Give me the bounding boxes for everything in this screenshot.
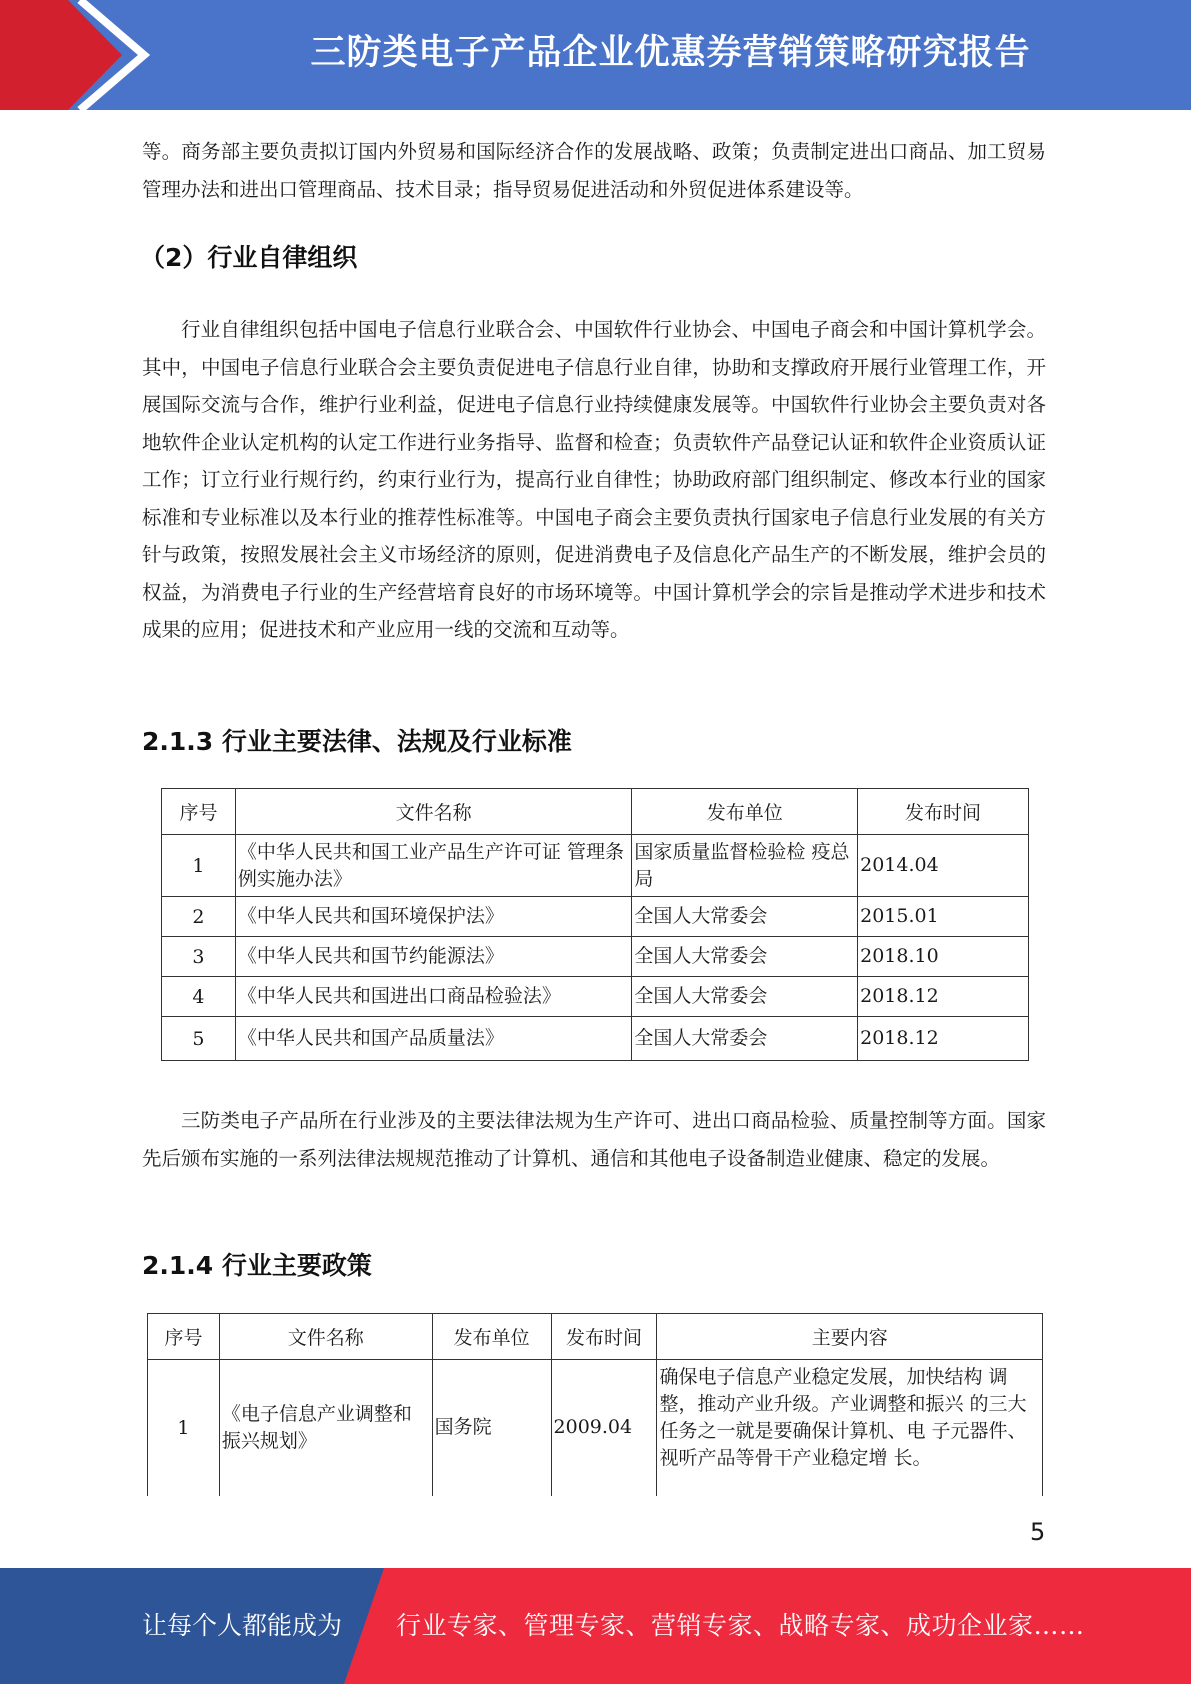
footer-slogan-right: 行业专家、管理专家、营销专家、战略专家、成功企业家…… [396, 1611, 1085, 1640]
cell-index: 1 [148, 1360, 220, 1496]
col-header-doc-name: 文件名称 [219, 1314, 432, 1360]
cell-index: 5 [162, 1017, 236, 1061]
col-header-index: 序号 [162, 789, 236, 835]
cell-doc-name: 《中华人民共和国进出口商品检验法》 [235, 977, 631, 1017]
cell-date: 2015.01 [858, 897, 1029, 937]
col-header-main-content: 主要内容 [657, 1314, 1043, 1360]
report-title: 三防类电子产品企业优惠券营销策略研究报告 [310, 33, 1031, 73]
col-header-index: 序号 [148, 1314, 220, 1360]
cell-doc-name: 《中华人民共和国环境保护法》 [235, 897, 631, 937]
cell-doc-name: 《中华人民共和国产品质量法》 [235, 1017, 631, 1061]
table-row [162, 977, 1029, 1017]
policies-table [147, 1313, 1043, 1496]
page-header [0, 0, 1191, 110]
cell-date: 2018.10 [858, 937, 1029, 977]
table-row [162, 897, 1029, 937]
cell-date: 2018.12 [858, 1017, 1029, 1061]
cell-date: 2009.04 [551, 1360, 657, 1496]
cell-index: 1 [162, 835, 236, 897]
table-row [162, 1017, 1029, 1061]
table-header-row [162, 789, 1029, 835]
heading-laws-standards: 2.1.3 行业主要法律、法规及行业标准 [142, 727, 572, 756]
cell-date: 2018.12 [858, 977, 1029, 1017]
cell-index: 3 [162, 937, 236, 977]
page-footer [0, 1568, 1191, 1684]
cell-doc-name: 《电子信息产业调整和振兴规划》 [219, 1360, 432, 1496]
cell-issuer: 全国人大常委会 [632, 1017, 858, 1061]
cell-issuer: 全国人大常委会 [632, 897, 858, 937]
table-row [162, 835, 1029, 897]
col-header-date: 发布时间 [551, 1314, 657, 1360]
page-number: 5 [1030, 1518, 1046, 1546]
col-header-doc-name: 文件名称 [235, 789, 631, 835]
cell-main-content: 确保电子信息产业稳定发展，加快结构 调整，推动产业升级。产业调整和振兴 的三大任务之一就是要确保计算机、电 子元器件、视听产品等骨干产业稳定增 长。 [657, 1360, 1043, 1496]
cell-doc-name: 《中华人民共和国节约能源法》 [235, 937, 631, 977]
cell-index: 2 [162, 897, 236, 937]
cell-doc-name: 《中华人民共和国工业产品生产许可证 管理条例实施办法》 [235, 835, 631, 897]
cell-issuer: 国务院 [432, 1360, 551, 1496]
col-header-date: 发布时间 [858, 789, 1029, 835]
col-header-issuer: 发布单位 [632, 789, 858, 835]
paragraph-commerce-ministry: 等。商务部主要负责拟订国内外贸易和国际经济合作的发展战略、政策；负责制定进出口商品、加工贸易管理办法和进出口管理商品、技术目录；指导贸易促进活动和外贸促进体系建设等。 [142, 140, 1046, 201]
cell-index: 4 [162, 977, 236, 1017]
cell-issuer: 全国人大常委会 [632, 937, 858, 977]
cell-issuer: 国家质量监督检验检 疫总局 [632, 835, 858, 897]
paragraph-self-regulatory-orgs: 行业自律组织包括中国电子信息行业联合会、中国软件行业协会、中国电子商会和中国计算机学会。其中，中国电子信息行业联合会主要负责促进电子信息行业自律，协助和支撑政府开展行业管理工作，开展国际交流与合作，维护行业利益，促进电子信息行业持续健康发展等。中国软件行业协会主要负责对各地软件企业认定机构的认定工作进行业务指导、监督和检查；负责软件产品登记认证和软件企业资质认证工作；订立行业行规行约，约束行业行为，提高行业自律性；协助政府部门组织制定、修改本行业的国家标准和专业标准以及本行业的推荐性标准等。中国电子商会主要负责执行国家电子信息行业发展的有关方针与政策，按照发展社会主义市场经济的原则，促进消费电子及信息化产品生产的不断发展，维护会员的权益，为消费电子行业的生产经营培育良好的市场环境等。中国计算机学会的宗旨是推动学术进步和技术成果的应用；促进技术和产业应用一线的交流和互动等。 [142, 318, 1046, 641]
table-row [162, 937, 1029, 977]
table-row [148, 1360, 1043, 1496]
footer-slogan-left: 让每个人都能成为 [142, 1611, 343, 1640]
col-header-issuer: 发布单位 [432, 1314, 551, 1360]
laws-table [161, 788, 1029, 1061]
cell-date: 2014.04 [858, 835, 1029, 897]
table-header-row [148, 1314, 1043, 1360]
paragraph-laws-summary: 三防类电子产品所在行业涉及的主要法律法规为生产许可、进出口商品检验、质量控制等方面。国家先后颁布实施的一系列法律法规规范推动了计算机、通信和其他电子设备制造业健康、稳定的发展。 [142, 1109, 1046, 1170]
heading-policies: 2.1.4 行业主要政策 [142, 1251, 372, 1280]
heading-self-regulatory-orgs: （2）行业自律组织 [140, 243, 358, 272]
cell-issuer: 全国人大常委会 [632, 977, 858, 1017]
